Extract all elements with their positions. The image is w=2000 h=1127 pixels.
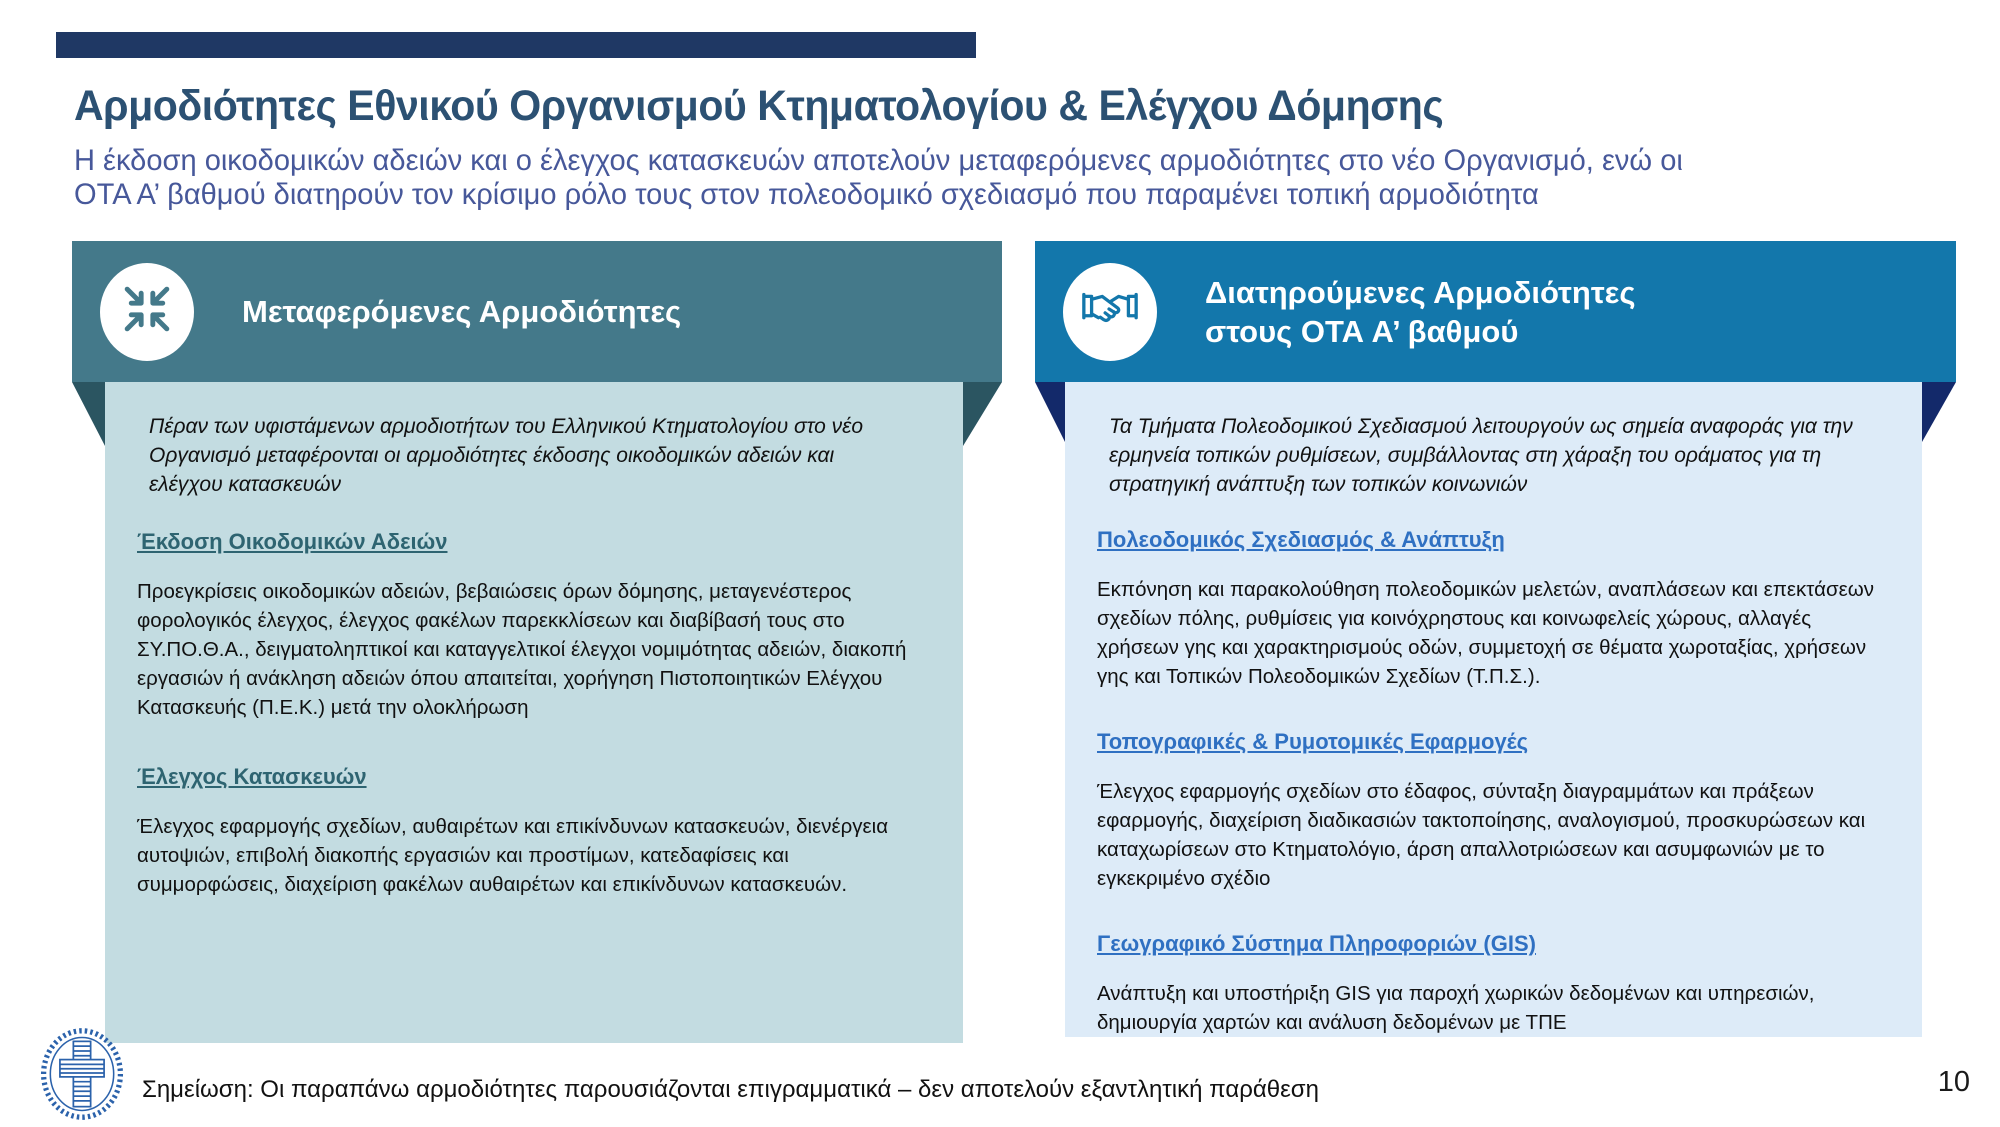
slide-footnote: Σημείωση: Οι παραπάνω αρμοδιότητες παρουσιάζονται επιγραμματικά – δεν αποτελούν εξαντλητική παράθεση xyxy=(142,1076,1319,1103)
retained-panel-fold-right xyxy=(1922,382,1956,442)
section-body-topographic: Έλεγχος εφαρμογής σχεδίων στο έδαφος, σύνταξη διαγραμμάτων και πράξεων εφαρμογής, διαχείριση διαδικασιών τακτοποίησης, αναλογισμού, προσκυρώσεων και καταχωρίσεων στο Κτηματολόγιο, άρση απαλλοτριώσεων και ασυμφωνιών με το εγκεκριμένο σχέδιο xyxy=(1097,780,1866,890)
greek-national-emblem-logo xyxy=(30,1026,134,1122)
transferred-panel-icon-circle xyxy=(100,263,194,361)
section-heading-topographic: Τοπογραφικές & Ρυμοτομικές Εφαρμογές xyxy=(1097,729,1529,754)
retained-panel-title-line-1: Διατηρούμενες Αρμοδιότητες xyxy=(1205,274,1636,310)
retained-panel-body xyxy=(1065,382,1922,1037)
section-body-construction-control: Έλεγχος εφαρμογής σχεδίων, αυθαιρέτων και επικίνδυνων κατασκευών, διενέργεια αυτοψιών, επιβολή διακοπής εργασιών και προστίμων, κατεδαφίσεις και συμμορφώσεις, διαχείριση φακέλων αυθαιρέτων και επικίνδυνων κατασκευών. xyxy=(137,815,889,896)
section-body-urban-planning: Εκπόνηση και παρακολούθηση πολεοδομικών μελετών, αναπλάσεων και επεκτάσεων σχεδίων πόλης, ρυθμίσεις για κοινόχρηστους και κοινωφελείς χώρους, αλλαγές χρήσεων γης και χαρακτηρισμούς οδών, συμμετοχή σε θέματα χωροταξίας, χρήσεων γης και Τοπικών Πολεοδομικών Σχεδίων (Τ.Π.Σ.). xyxy=(1097,578,1874,688)
retained-panel-title xyxy=(1205,273,1636,351)
transferred-panel-intro: Πέραν των υφιστάμενων αρμοδιοτήτων του Ελληνικού Κτηματολογίου στο νέο Οργανισμό μεταφέρονται οι αρμοδιότητες έκδοσης οικοδομικών αδειών και ελέγχου κατασκευών xyxy=(149,415,864,496)
retained-panel-fold-left xyxy=(1035,382,1065,442)
retained-panel-header xyxy=(1035,241,1956,382)
section-heading-gis: Γεωγραφικό Σύστημα Πληροφοριών (GIS) xyxy=(1097,931,1536,956)
section-heading-urban-planning: Πολεοδομικός Σχεδιασμός & Ανάπτυξη xyxy=(1097,527,1505,552)
page-title: Αρμοδιότητες Εθνικού Οργανισμού Κτηματολογίου & Ελέγχου Δόμησης xyxy=(74,82,1444,130)
section-heading-building-permits: Έκδοση Οικοδομικών Αδειών xyxy=(137,529,448,554)
top-accent-bar xyxy=(56,32,976,58)
handshake-icon xyxy=(1079,285,1141,338)
section-body-building-permits: Προεγκρίσεις οικοδομικών αδειών, βεβαιώσεις όρων δόμησης, μεταγενέστερος φορολογικός έλεγχος, έλεγχος φακέλων παρεκκλίσεων και διαβίβασή τους στο ΣΥ.ΠΟ.Θ.Α., δειγματοληπτικοί και καταγγελτικοί έλεγχοι νομιμότητας αδειών, διακοπή εργασιών ή ανάκληση αδειών όπου απαιτείται, χορήγηση Πιστοποιητικών Ελέγχου Κατασκευής (Π.Ε.Κ.) μετά την ολοκλήρωση xyxy=(137,580,907,719)
compress-arrows-icon xyxy=(119,281,175,342)
subtitle-line-1: Η έκδοση οικοδομικών αδειών και ο έλεγχος κατασκευών αποτελούν μεταφερόμενες αρμοδιότητες στο νέο Οργανισμό, ενώ οι xyxy=(74,144,1683,177)
section-heading-construction-control: Έλεγχος Κατασκευών xyxy=(137,764,367,789)
page-subtitle xyxy=(74,144,1975,212)
retained-panel-title-line-2: στους ΟΤΑ Α’ βαθμού xyxy=(1205,313,1519,349)
transferred-panel-body xyxy=(105,382,963,1043)
page-number: 10 xyxy=(1937,1066,1970,1098)
section-body-gis: Ανάπτυξη και υποστήριξη GIS για παροχή χωρικών δεδομένων και υπηρεσιών, δημιουργία χαρτών και ανάλυση δεδομένων με ΤΠΕ xyxy=(1097,982,1815,1034)
retained-panel-icon-circle xyxy=(1063,263,1157,361)
transferred-panel-title: Μεταφερόμενες Αρμοδιότητες xyxy=(242,294,682,329)
transferred-panel-header xyxy=(72,241,1002,382)
subtitle-line-2: ΟΤΑ Α’ βαθμού διατηρούν τον κρίσιμο ρόλο τους στον πολεοδομικό σχεδιασμό που παραμένει τοπική αρμοδιότητα xyxy=(74,178,1539,211)
retained-panel-intro: Τα Τμήματα Πολεοδομικού Σχεδιασμού λειτουργούν ως σημεία αναφοράς για την ερμηνεία τοπικών ρυθμίσεων, συμβάλλοντας στη χάραξη του οράματος για τη στρατηγική ανάπτυξη των τοπικών κοινωνιών xyxy=(1109,415,1853,496)
transferred-panel-fold-right xyxy=(963,382,1002,446)
transferred-panel-fold-left xyxy=(72,382,105,446)
